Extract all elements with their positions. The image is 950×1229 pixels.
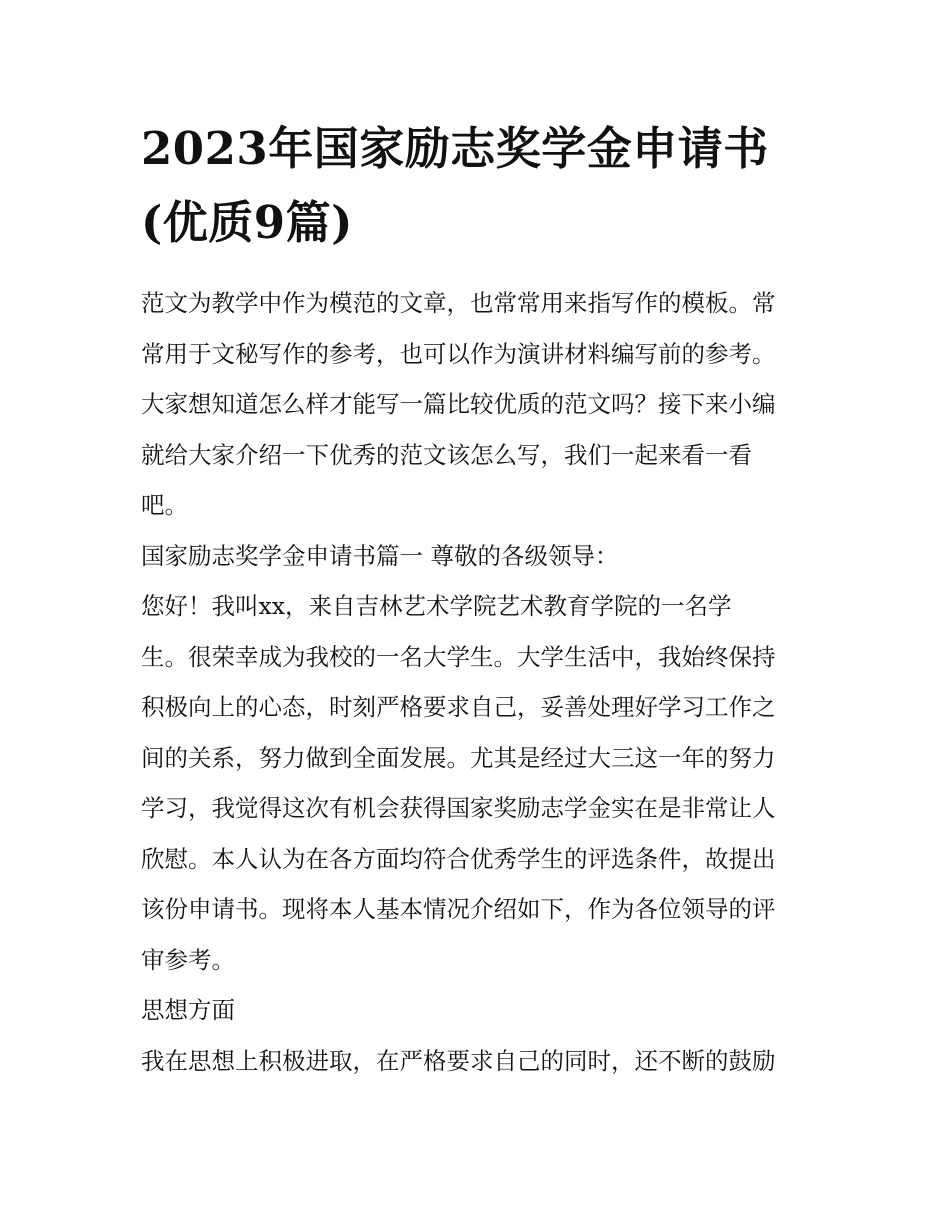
body-paragraph xyxy=(141,581,813,985)
title-line-2: (优质9篇) xyxy=(141,196,353,249)
document-content xyxy=(141,112,813,1086)
body-line: 间的关系，努力做到全面发展。尤其是经过大三这一年的努力 xyxy=(141,743,776,772)
body-line: 生。很荣幸成为我校的一名大学生。大学生活中，我始终保持 xyxy=(141,642,776,671)
body-line: 学习，我觉得这次有机会获得国家奖励志学金实在是非常让人 xyxy=(141,794,776,822)
intro-line: 吧。 xyxy=(141,491,188,519)
intro-paragraph xyxy=(141,278,813,531)
intro-line: 范文为教学中作为模范的文章，也常常用来指写作的模板。常 xyxy=(141,289,776,317)
title-line-1: 2023年国家励志奖学金申请书 xyxy=(141,122,769,175)
continuation-paragraph xyxy=(141,1036,813,1087)
document-title xyxy=(141,112,813,260)
subheading xyxy=(141,985,813,1036)
body-line: 该份申请书。现将本人基本情况介绍如下，作为各位领导的评 xyxy=(141,895,776,923)
section-heading xyxy=(141,531,813,582)
subheading-text: 思想方面 xyxy=(141,996,235,1024)
intro-line: 大家想知道怎么样才能写一篇比较优质的范文吗？接下来小编 xyxy=(141,390,776,418)
section-heading-text: 国家励志奖学金申请书篇一 尊敬的各级领导： xyxy=(141,541,619,570)
body-line: 我在思想上积极进取，在严格要求自己的同时，还不断的鼓励 xyxy=(141,1046,776,1075)
body-line: 您好！我叫xx，来自吉林艺术学院艺术教育学院的一名学 xyxy=(141,592,732,620)
intro-line: 常用于文秘写作的参考，也可以作为演讲材料编写前的参考。 xyxy=(141,339,776,368)
body-line: 积极向上的心态，时刻严格要求自己，妥善处理好学习工作之 xyxy=(141,693,776,721)
intro-line: 就给大家介绍一下优秀的范文该怎么写，我们一起来看一看 xyxy=(141,440,752,469)
body-line: 欣慰。本人认为在各方面均符合优秀学生的评选条件，故提出 xyxy=(141,844,776,873)
body-line: 审参考。 xyxy=(141,945,235,974)
